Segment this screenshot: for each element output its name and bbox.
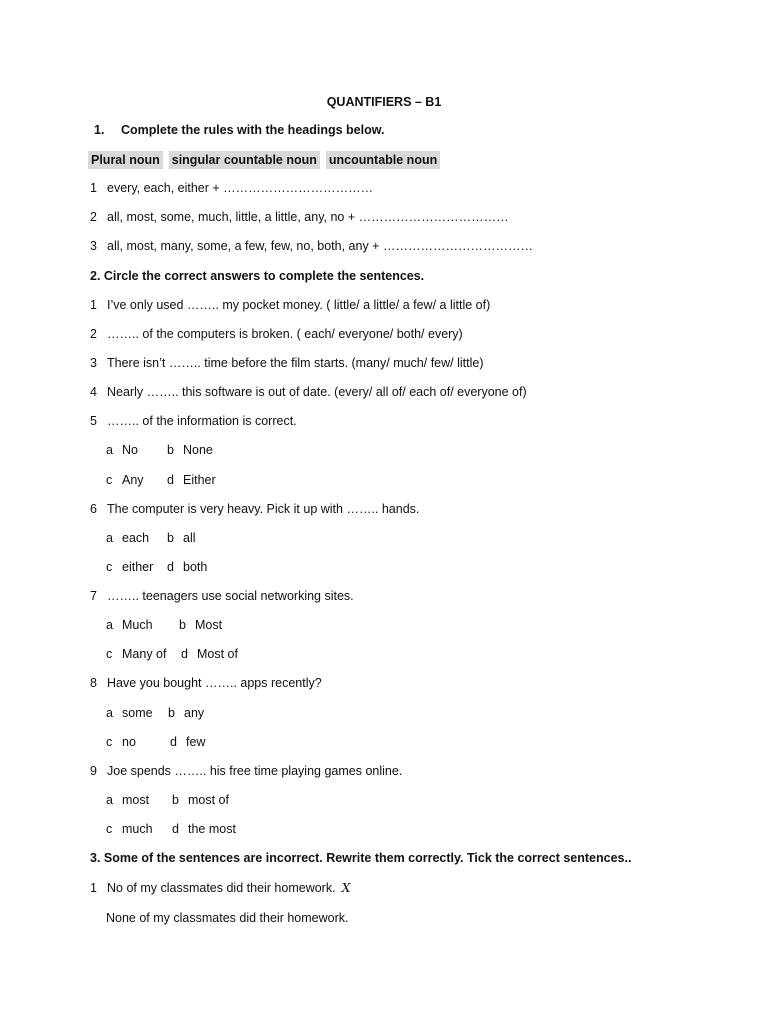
option-text: any xyxy=(184,706,205,720)
option-letter: d xyxy=(167,473,174,487)
question-text: Nearly …….. this software is out of date. (every/ all of/ each of/ everyone of) xyxy=(107,385,527,399)
item-number: 1 xyxy=(90,881,97,895)
question-4 xyxy=(90,384,527,400)
option-letter: c xyxy=(106,647,113,661)
rule-1 xyxy=(90,180,373,196)
section-3-heading: 3. Some of the sentences are incorrect. Rewrite them correctly. Tick the correct sentences.. xyxy=(90,851,632,865)
question-text: …….. of the information is correct. xyxy=(107,414,297,428)
item-text: No of my classmates did their homework. xyxy=(107,881,336,895)
option-letter: c xyxy=(106,560,113,574)
heading-singular-countable-noun: singular countable noun xyxy=(169,151,320,169)
rule-text: all, most, some, much, little, a little, any, no + ……………………………… xyxy=(107,210,509,224)
option-text: no xyxy=(122,735,136,749)
option-text: None xyxy=(183,443,213,457)
option-text: Many of xyxy=(122,647,167,661)
option-text: most of xyxy=(188,793,229,807)
option-letter: b xyxy=(167,443,174,457)
question-9 xyxy=(90,763,402,779)
rewrite-correction-1: None of my classmates did their homework. xyxy=(106,911,349,925)
options-row xyxy=(106,559,207,575)
question-2 xyxy=(90,326,463,342)
option-text: either xyxy=(122,560,154,574)
question-text: There isn’t …….. time before the film starts. (many/ much/ few/ little) xyxy=(107,356,484,370)
option-letter: b xyxy=(168,706,175,720)
section-1-heading-text: Complete the rules with the headings below. xyxy=(121,123,385,137)
option-text: much xyxy=(122,822,153,836)
rule-number: 1 xyxy=(90,181,97,195)
question-number: 4 xyxy=(90,385,97,399)
question-text: I’ve only used …….. my pocket money. ( little/ a little/ a few/ a little of) xyxy=(107,298,491,312)
option-text: Much xyxy=(122,618,153,632)
rule-text: every, each, either + ……………………………… xyxy=(107,181,374,195)
option-text: Most of xyxy=(197,647,238,661)
page-title: QUANTIFIERS – B1 xyxy=(326,95,442,109)
question-7 xyxy=(90,588,354,604)
options-row xyxy=(106,472,216,488)
option-letter: d xyxy=(172,822,179,836)
heading-plural-noun: Plural noun xyxy=(88,151,163,169)
headings-box xyxy=(88,151,440,169)
option-text: the most xyxy=(188,822,236,836)
options-row xyxy=(106,530,196,546)
question-number: 1 xyxy=(90,298,97,312)
question-text: Joe spends …….. his free time playing games online. xyxy=(107,764,403,778)
question-3 xyxy=(90,355,484,371)
question-number: 5 xyxy=(90,414,97,428)
question-text: …….. teenagers use social networking sites. xyxy=(107,589,354,603)
rewrite-item-1 xyxy=(90,880,350,896)
question-text: The computer is very heavy. Pick it up with …….. hands. xyxy=(107,502,420,516)
options-row xyxy=(106,646,238,662)
option-letter: d xyxy=(181,647,188,661)
option-text: both xyxy=(183,560,208,574)
option-text: Most xyxy=(195,618,223,632)
option-letter: c xyxy=(106,473,113,487)
option-text: Any xyxy=(122,473,144,487)
option-letter: a xyxy=(106,618,113,632)
option-letter: b xyxy=(167,531,174,545)
option-letter: a xyxy=(106,531,113,545)
section-1-heading xyxy=(94,122,384,138)
option-text: Either xyxy=(183,473,216,487)
option-text: each xyxy=(122,531,150,545)
option-letter: c xyxy=(106,735,113,749)
option-letter: b xyxy=(179,618,186,632)
question-number: 8 xyxy=(90,676,97,690)
option-text: few xyxy=(186,735,206,749)
options-row xyxy=(106,617,222,633)
options-row xyxy=(106,705,204,721)
question-number: 6 xyxy=(90,502,97,516)
question-text: Have you bought …….. apps recently? xyxy=(107,676,322,690)
rule-2 xyxy=(90,209,509,225)
options-row xyxy=(106,734,205,750)
rule-number: 3 xyxy=(90,239,97,253)
rule-number: 2 xyxy=(90,210,97,224)
option-text: most xyxy=(122,793,150,807)
option-letter: a xyxy=(106,793,113,807)
option-letter: d xyxy=(167,560,174,574)
question-8 xyxy=(90,675,322,691)
question-1 xyxy=(90,297,490,313)
option-letter: b xyxy=(172,793,179,807)
question-text: …….. of the computers is broken. ( each/ everyone/ both/ every) xyxy=(107,327,463,341)
option-letter: c xyxy=(106,822,113,836)
question-number: 7 xyxy=(90,589,97,603)
options-row xyxy=(106,442,213,458)
cross-mark: X xyxy=(341,880,351,895)
option-text: all xyxy=(183,531,196,545)
question-5 xyxy=(90,413,297,429)
heading-uncountable-noun: uncountable noun xyxy=(326,151,440,169)
section-2-heading: 2. Circle the correct answers to complete the sentences. xyxy=(90,269,425,283)
option-letter: a xyxy=(106,443,113,457)
question-6 xyxy=(90,501,419,517)
option-letter: d xyxy=(170,735,177,749)
rule-3 xyxy=(90,238,533,254)
option-letter: a xyxy=(106,706,113,720)
options-row xyxy=(106,821,236,837)
option-text: No xyxy=(122,443,138,457)
options-row xyxy=(106,792,229,808)
question-number: 3 xyxy=(90,356,97,370)
rule-text: all, most, many, some, a few, few, no, both, any + ……………………………… xyxy=(107,239,533,253)
section-1-number: 1. xyxy=(94,123,105,137)
question-number: 9 xyxy=(90,764,97,778)
question-number: 2 xyxy=(90,327,97,341)
option-text: some xyxy=(122,706,153,720)
